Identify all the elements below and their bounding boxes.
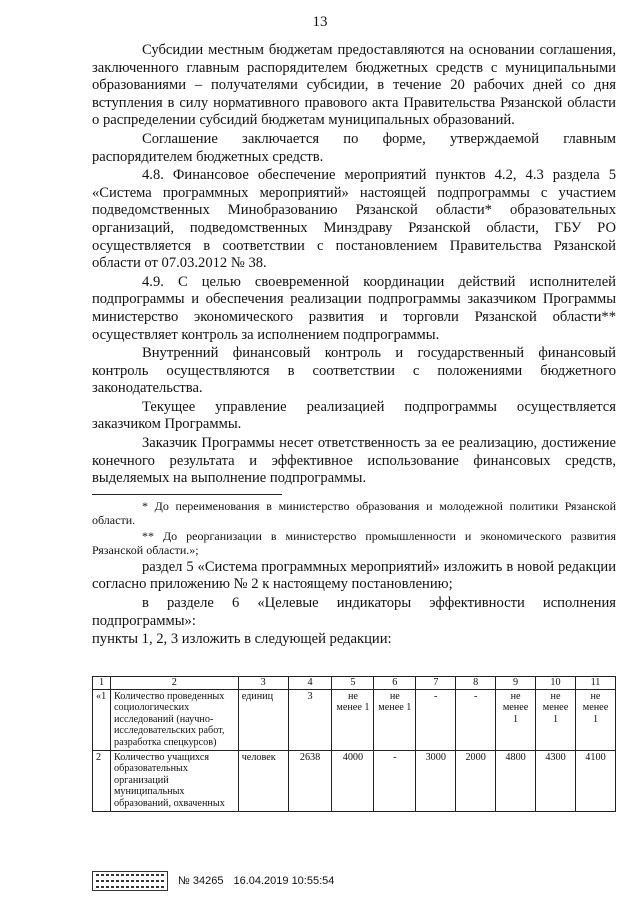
paragraph: Внутренний финансовый контроль и государственный финансовый контроль осуществляются в соответствии с положениями бюджетного законодательства. xyxy=(92,345,616,397)
table-header-cell: 11 xyxy=(575,677,615,690)
table-cell: 3000 xyxy=(416,750,456,811)
footnote: ** До реорганизации в министерство промышленности и экономического развития Рязанской области.»; xyxy=(92,528,616,558)
table-cell: 4800 xyxy=(496,750,536,811)
table-cell: - xyxy=(374,750,416,811)
table-cell: не менее 1 xyxy=(536,689,576,750)
paragraph: пункты 1, 2, 3 изложить в следующей редакции: xyxy=(92,631,392,648)
table-header-cell: 3 xyxy=(238,677,288,690)
table-cell: 3 xyxy=(288,689,332,750)
table-header-cell: 9 xyxy=(496,677,536,690)
paragraph: раздел 5 «Система программных мероприятий» изложить в новой редакции согласно приложению № 2 к настоящему постановлению; xyxy=(92,558,616,593)
table-header-cell: 1 xyxy=(93,677,111,690)
paragraph: Заказчик Программы несет ответственность за ее реализацию, достижение конечного результата и эффективное использование финансовых средств, выделяемых на выполнение подпрограммы. xyxy=(92,435,616,487)
table-header-row xyxy=(93,677,616,690)
paragraph: в разделе 6 «Целевые индикаторы эффективности исполнения подпрограммы»: xyxy=(92,595,616,629)
table-cell: 4300 xyxy=(536,750,576,811)
government-stamp-icon xyxy=(92,871,168,891)
table-cell: человек xyxy=(238,750,288,811)
table-cell: 4100 xyxy=(575,750,615,811)
table-header-cell: 10 xyxy=(536,677,576,690)
footnote-divider xyxy=(92,494,282,495)
table-header-cell: 7 xyxy=(416,677,456,690)
paragraph: Соглашение заключается по форме, утверждаемой главным распорядителем бюджетных средств. xyxy=(92,130,616,165)
table-header-cell: 2 xyxy=(110,677,238,690)
table-cell: не менее 1 xyxy=(575,689,615,750)
table-row xyxy=(93,689,616,750)
table-cell: «1 xyxy=(93,689,111,750)
paragraph: Текущее управление реализацией подпрограммы осуществляется заказчиком Программы. xyxy=(92,398,616,433)
table-header-cell: 4 xyxy=(288,677,332,690)
table-cell: 2 xyxy=(93,750,111,811)
table-cell: 4000 xyxy=(332,750,374,811)
footnote: * До переименования в министерство образования и молодежной политики Рязанской области. xyxy=(92,498,616,528)
table-cell: 2638 xyxy=(288,750,332,811)
indicators-table xyxy=(92,676,616,812)
table-cell: не менее 1 xyxy=(496,689,536,750)
table-cell: - xyxy=(416,689,456,750)
table-cell: Количество проведенных социологических исследований (научно-исследовательских работ, разработка спецкурсов) xyxy=(110,689,238,750)
paragraph: Субсидии местным бюджетам предоставляются на основании соглашения, заключенного главным распорядителем бюджетных средств с муниципальными образованиями – получателями субсидии, в течение 20 рабочих дней со дня вступления в силу нормативного правового акта Правительства Рязанской области о распределении субсидий бюджетам муниципальных образований. xyxy=(92,42,616,129)
document-number: № 34265 xyxy=(178,875,224,887)
table-header-cell: 5 xyxy=(332,677,374,690)
page-number: 13 xyxy=(312,14,328,30)
table-cell: - xyxy=(456,689,496,750)
document-datetime: 16.04.2019 10:55:54 xyxy=(233,875,335,887)
document-footer xyxy=(92,871,334,891)
table-row xyxy=(93,750,616,811)
table-cell: не менее 1 xyxy=(374,689,416,750)
document-body xyxy=(92,42,616,650)
table-header-cell: 6 xyxy=(374,677,416,690)
table-cell: не менее 1 xyxy=(332,689,374,750)
table-cell: единиц xyxy=(238,689,288,750)
table-header-cell: 8 xyxy=(456,677,496,690)
table-cell: Количество учащихся образовательных организаций муниципальных образований, охваченных xyxy=(110,750,238,811)
table-cell: 2000 xyxy=(456,750,496,811)
paragraph: 4.8. Финансовое обеспечение мероприятий пунктов 4.2, 4.3 раздела 5 «Система программных мероприятий» настоящей подпрограммы с участием подведомственных Минобразованию Рязанской области* образовательных организаций, подведомственных Минздраву Рязанской области, ГБУ РО осуществляется в соответствии с постановлением Правительства Рязанской области от 07.03.2012 № 38. xyxy=(92,167,616,272)
paragraph: 4.9. С целью своевременной координации действий исполнителей подпрограммы и обеспечения реализации подпрограммы заказчиком Программы министерство экономического развития и торговли Рязанской области** осуществляет контроль за исполнением подпрограммы. xyxy=(92,273,616,343)
